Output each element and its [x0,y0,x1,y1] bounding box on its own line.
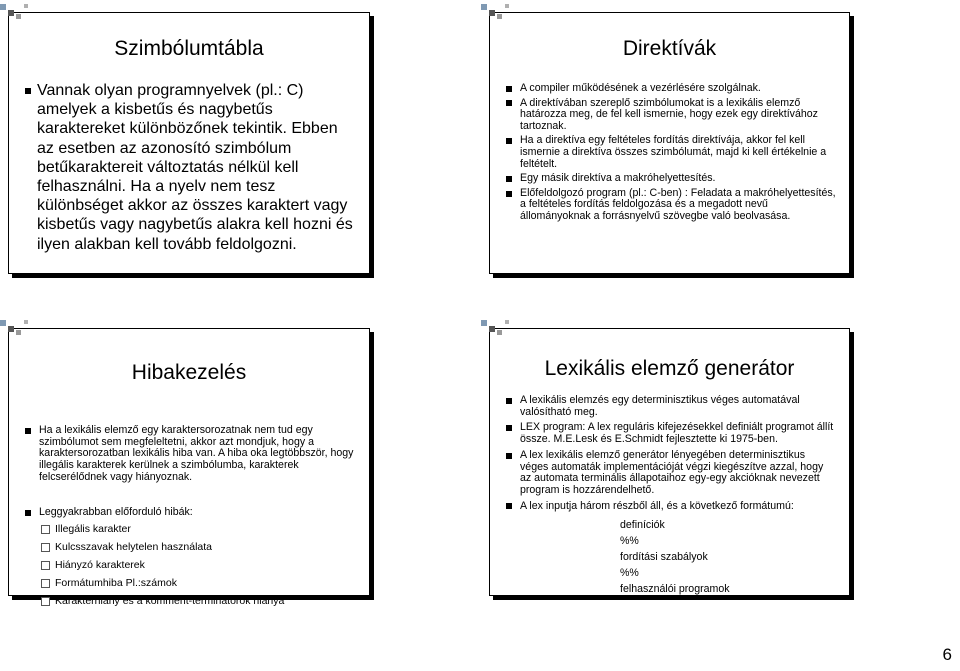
slide-title: Direktívák [622,37,717,60]
error-item: Kulcsszavak helytelen használata [41,538,351,556]
lex-format-block [620,517,730,597]
error-item: Illegális karakter [41,520,351,538]
bullet-text: Leggyakrabban előforduló hibák: [25,507,357,519]
page-number: 6 [942,645,952,664]
bullet-list [506,83,836,223]
format-line: definíciók [620,519,665,531]
slide-title: Lexikális elemző generátor [544,357,795,380]
error-item: Hiányzó karakterek [41,556,351,574]
slide-corner-decoration [481,4,521,24]
slide-lexikalis-elemzo-generator [489,328,850,596]
bullet-text: A lex lexikális elemző generátor lényegében determinisztikus véges automaták implementációját végzi kiegészítve azzal, hogy az automata terminális állapotaihoz egy-egy akcióknak nevezett program is hozzárendelhető. [506,450,836,497]
bullet-text: Egy másik direktíva a makróhelyettesítés. [506,173,836,185]
bullet-text: A lexikális elemzés egy determinisztikus véges automatával valósítható meg. [506,395,836,418]
bullet-list [25,507,357,519]
bullet-text: A lex inputja három részből áll, és a következő formátumú: [506,501,836,513]
slide-direktivak [489,12,850,274]
bullet-list [25,81,355,254]
slide-corner-decoration [481,320,521,340]
bullet-text: A direktívában szereplő szimbólumokat is a lexikális elemző határozza meg, de fel kell ismernie, hogy ezek egy direktívához tartoznak. [506,98,836,133]
error-item: Formátumhiba Pl.:számok [41,574,351,592]
bullet-text: LEX program: A lex reguláris kifejezésekkel definiált programot állít össze. M.E.Lesk és E.Schmidt fejlesztette ki 1975-ben. [506,422,836,445]
slide-szimbolumtabla [8,12,370,274]
format-line: %% [620,567,639,579]
bullet-text: Ha a lexikális elemző egy karaktersorozatnak nem tud egy szimbólumot sem megfeleltetni, akkor azt mondjuk, hogy a karaktersorozatban lexikális hiba van. A hiba oka legtöbbször, hogy illegális karakterek kerülnek a szimbólumba, karakterek felcserélődnek vagy hiányoznak. [25,425,357,484]
error-type-list [41,520,351,610]
slide-title: Szimbólumtábla [114,37,264,60]
slide-hibakezeles [8,328,370,607]
error-item: Karakterhiány és a komment-terminátorok hiánya [41,592,351,610]
slide-corner-decoration [0,4,40,24]
format-line: %% [620,535,639,547]
bullet-list [25,425,357,484]
format-line: felhasználói programok [620,583,730,595]
bullet-text: Ha a direktíva egy feltételes fordítás direktívája, akkor fel kell ismernie a direktíva összes szimbólumát, majd ki kell értékelnie a feltételt. [506,135,836,170]
slide-title: Hibakezelés [131,361,247,384]
slide-corner-decoration [0,320,40,340]
format-line: fordítási szabályok [620,551,708,563]
bullet-text: A compiler működésének a vezérlésére szolgálnak. [506,83,836,95]
bullet-text: Vannak olyan programnyelvek (pl.: C) amelyek a kisbetűs és nagybetűs karaktereket különbözőnek tekintik. Ebben az esetben az azonosító szimbólum betűkaraktereit változtatás nélkül kell felhasználni. Ha a nyelv nem tesz különbséget akkor az összes karaktert vagy kisbetűs vagy nagybetűs alakra kell hozni és ilyen alakban kell tovább feldolgozni. [25,81,355,254]
bullet-text: Előfeldolgozó program (pl.: C-ben) : Feladata a makróhelyettesítés, a feltételes fordítás feldolgozása és a megadott nevű állományoknak a forrásnyelvű szövegbe való beolvasása. [506,188,836,223]
bullet-list [506,395,836,512]
